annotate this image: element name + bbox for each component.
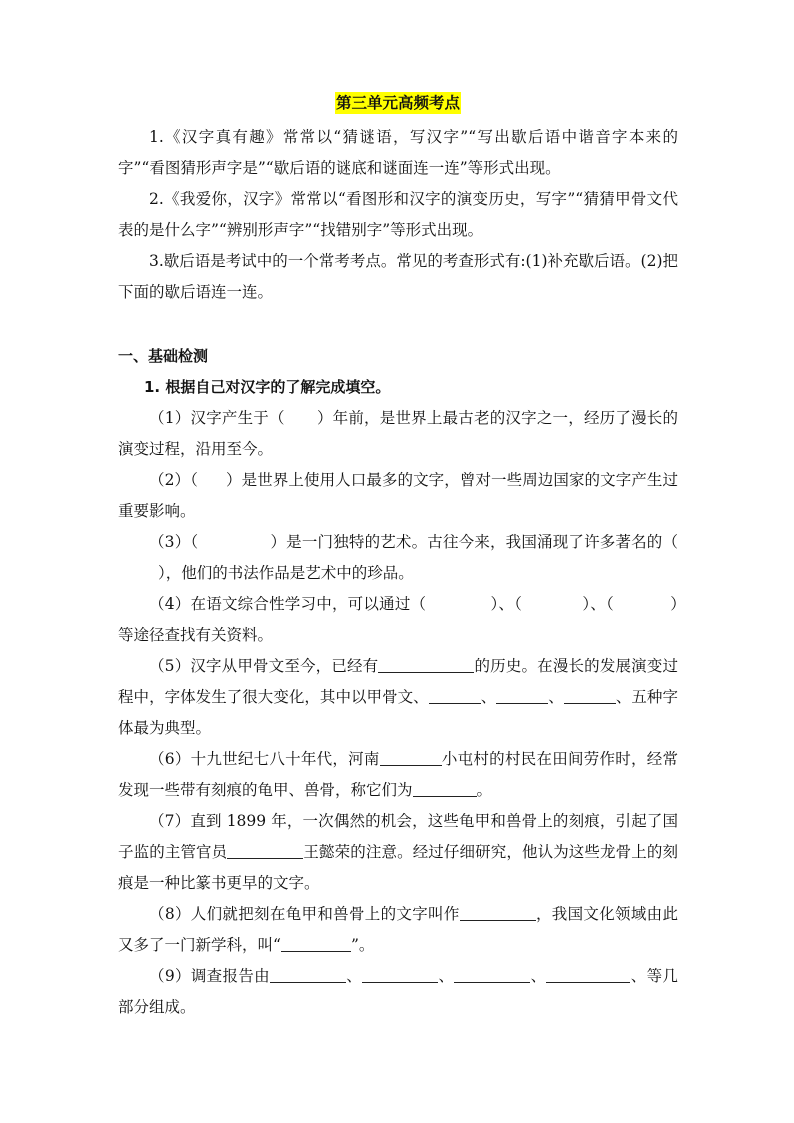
answer-blank[interactable] [380, 747, 442, 766]
item-text: 、 [548, 688, 564, 706]
page-title: 第三单元高频考点 [335, 94, 460, 112]
section-heading: 一、基础检测 [118, 347, 209, 365]
answer-blank[interactable] [546, 964, 630, 983]
item-text: （3）（ [149, 533, 199, 551]
item-text: （8）人们就把刻在龟甲和兽骨上的文字叫作 [149, 905, 460, 923]
item-text: 、 [480, 688, 497, 706]
item-text: 、 [438, 967, 455, 985]
item-text: ）等途径查找有关资料。 [118, 595, 678, 644]
item-text: ）、（ [582, 595, 614, 613]
item-text: ”。 [350, 936, 375, 954]
item-text: 、 [530, 967, 547, 985]
intro-paragraph-3: 3.歇后语是考试中的一个常考考点。常见的考查形式有:(1)补充歇后语。(2)把下面的歇后语连一连。 [118, 252, 678, 301]
fill-item-8 [118, 899, 678, 961]
item-text: ）是世界上使用人口最多的文字，曾对一些周边国家的文字产生过重要影响。 [118, 471, 678, 520]
fill-item-3 [118, 527, 678, 589]
fill-item-5 [118, 651, 678, 744]
question-heading: 1. 根据自己对汉字的了解完成填空。 [144, 378, 391, 396]
document-page [118, 88, 678, 1023]
answer-blank[interactable] [362, 964, 438, 983]
item-text: （6）十九世纪七八十年代，河南 [149, 750, 380, 768]
fill-item-1 [118, 403, 678, 465]
spacer [118, 308, 678, 341]
item-text: ）是一门独特的艺术。古往今来，我国涌现了许多著名的（ [270, 533, 678, 551]
item-text: （9）调查报告由 [149, 967, 270, 985]
answer-blank[interactable] [454, 964, 530, 983]
item-text: 、五种字体最为典型。 [118, 688, 678, 737]
item-text: （5）汉字从甲骨文至今，已经有 [149, 657, 379, 675]
answer-blank[interactable] [429, 685, 481, 704]
item-text: ）、（ [490, 595, 523, 613]
item-text: 。 [476, 781, 493, 799]
item-text: （7）直到 1899 年，一次偶然的机会，这些龟甲和兽骨上的刻痕，引起了国子监的主管官员 [118, 812, 678, 861]
item-text: ）年前，是世界上最古老的汉字之一，经历了漫长的演变过程，沿用至今。 [118, 409, 678, 458]
item-text: ，我国文化领域由此又多了一门新学科，叫“ [118, 905, 678, 954]
answer-blank[interactable] [378, 654, 474, 673]
intro-paragraph-2: 2.《我爱你，汉字》常常以“看图形和汉字的演变历史，写字”“猜猜甲骨文代表的是什么字”“辨别形声字”“找错别字”等形式出现。 [118, 190, 678, 239]
fill-item-6 [118, 744, 678, 806]
fill-item-7 [118, 806, 678, 899]
item-text: 、 [345, 967, 363, 985]
item-text: （1）汉字产生于（ [149, 409, 285, 427]
answer-blank[interactable] [496, 685, 548, 704]
answer-blank[interactable] [227, 840, 303, 859]
item-text: 小屯村的村民在田间劳作时，经常发现一些带有刻痕的龟甲、兽骨，称它们为 [118, 750, 678, 799]
intro-paragraph-1: 1.《汉字真有趣》常常以“猜谜语，写汉字”“写出歇后语中谐音字本来的字”“看图猜形声字是”“歇后语的谜底和谜面连一连”等形式出现。 [118, 128, 678, 177]
fill-item-4 [118, 589, 678, 651]
item-text: 王懿荣的注意。经过仔细研究，他认为这些龙骨上的刻痕是一种比篆书更早的文字。 [118, 843, 678, 892]
answer-blank[interactable] [413, 778, 477, 797]
fill-item-2 [118, 465, 678, 527]
answer-blank[interactable] [270, 964, 346, 983]
item-text: （4）在语文综合性学习中，可以通过（ [149, 595, 427, 613]
item-text: 、等几部分组成。 [118, 967, 678, 1016]
fill-item-9 [118, 961, 678, 1023]
answer-blank[interactable] [564, 685, 616, 704]
answer-blank[interactable] [281, 933, 351, 952]
item-text: （2）（ [149, 471, 198, 489]
item-text: 的历史。在漫长的发展演变过程中，字体发生了很大变化，其中以甲骨文、 [118, 657, 678, 706]
title-wrap [118, 88, 678, 118]
item-text: ），他们的书法作品是艺术中的珍品。 [158, 564, 414, 582]
answer-blank[interactable] [460, 902, 536, 921]
